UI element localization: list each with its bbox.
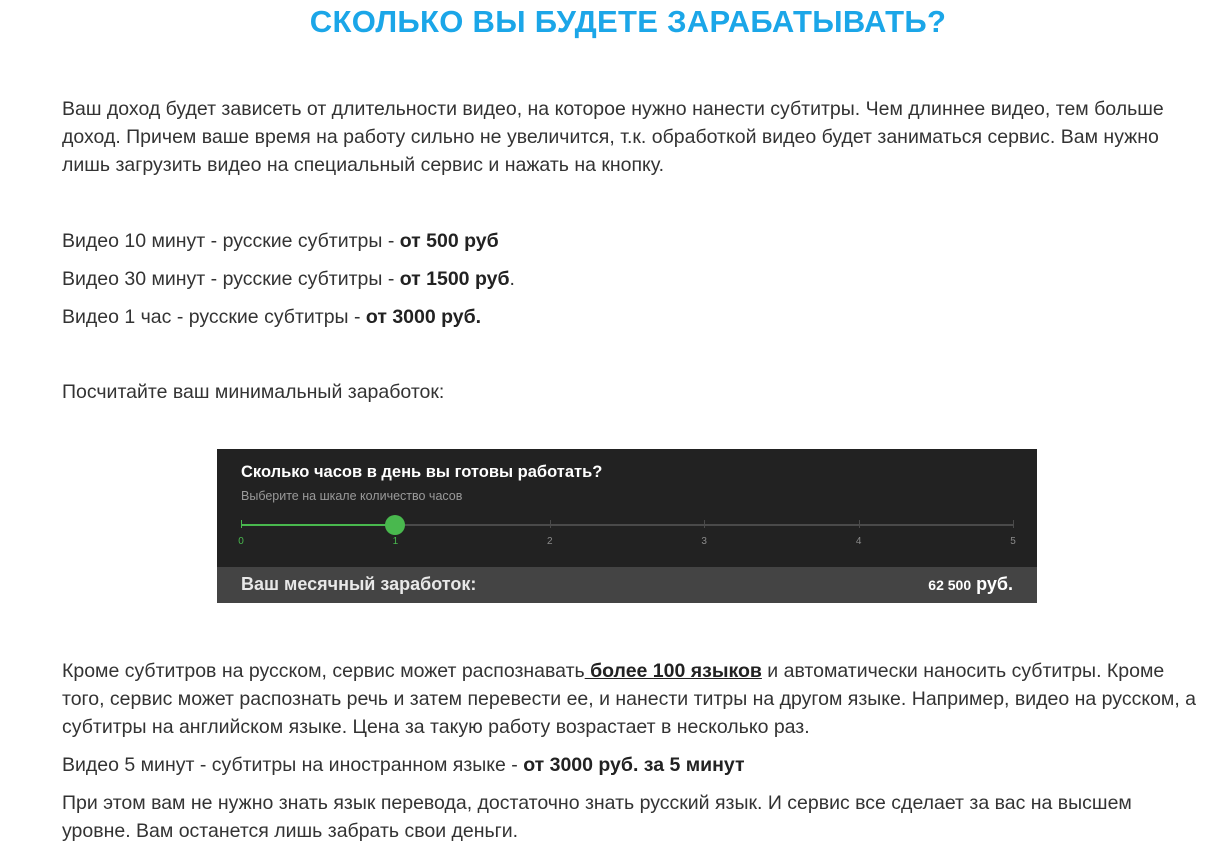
slider-tick bbox=[550, 520, 551, 528]
price-value: от 500 руб bbox=[399, 230, 499, 252]
slider-tick-label: 5 bbox=[1010, 536, 1016, 547]
page-title: СКОЛЬКО ВЫ БУДЕТЕ ЗАРАБАТЫВАТЬ? bbox=[309, 4, 947, 39]
calculator-hint: Выберите на шкале количество часов bbox=[241, 489, 463, 503]
closing-paragraph: При этом вам не нужно знать язык перевода, достаточно знать русский язык. И сервис все сделает за вас на высшем уровне. Вам останется лишь забрать свои деньги. bbox=[62, 792, 1132, 842]
price-text: Видео 1 час - русские субтитры - bbox=[62, 306, 366, 328]
earnings-calculator bbox=[217, 449, 1037, 603]
intro-paragraph: Ваш доход будет зависеть от длительности видео, на которое нужно нанести субтитры. Чем длиннее видео, тем больше доход. Причем ваше время на работу сильно не увеличится, т.к. обработкой видео будет заниматься сервис. Вам нужно лишь загрузить видео на специальный сервис и нажать на кнопку. bbox=[62, 98, 1164, 176]
languages-paragraph: Кроме субтитров на русском, сервис может распознавать более 100 языков и автоматически наносить субтитры. Кроме того, сервис может распознать речь и затем перевести ее, и нанести титры на другом языке. Например, видео на русском, а субтитры на английском языке. Цена за такую работу возрастает в несколько раз. bbox=[62, 660, 1196, 738]
calculator-question: Сколько часов в день вы готовы работать? bbox=[241, 463, 603, 481]
result-value bbox=[928, 574, 1013, 595]
slider-tick-label: 2 bbox=[547, 536, 553, 547]
slider-tick-label: 0 bbox=[238, 536, 244, 547]
price-text: Видео 10 минут - русские субтитры - bbox=[62, 230, 400, 252]
result-label: Ваш месячный заработок: bbox=[241, 574, 477, 594]
slider-tick bbox=[1013, 520, 1014, 528]
foreign-price-line bbox=[62, 751, 1202, 779]
result-currency: руб. bbox=[971, 574, 1013, 594]
slider-thumb[interactable] bbox=[385, 515, 405, 535]
price-value: от 3000 руб. bbox=[365, 306, 482, 328]
price-line-1hour bbox=[62, 303, 1202, 331]
price-text: Видео 5 минут - субтитры на иностранном языке - bbox=[62, 754, 524, 776]
price-line-30min: Видео 30 минут - русские субтитры - от 1500 руб. bbox=[62, 268, 515, 290]
hours-slider[interactable] bbox=[238, 524, 1016, 547]
languages-link[interactable]: более 100 языков bbox=[584, 660, 762, 682]
price-text: Видео 30 минут - русские субтитры - bbox=[62, 268, 400, 290]
slider-tick-label: 1 bbox=[392, 536, 399, 547]
result-amount: 62 500 bbox=[928, 577, 972, 593]
slider-tick bbox=[241, 520, 242, 528]
price-value: от 3000 руб. за 5 минут bbox=[523, 754, 745, 776]
slider-tick bbox=[704, 520, 705, 528]
result-bar bbox=[217, 567, 1037, 603]
price-value: от 1500 руб bbox=[399, 268, 510, 290]
calculator-intro: Посчитайте ваш минимальный заработок: bbox=[62, 381, 445, 403]
slider-fill bbox=[241, 524, 395, 526]
slider-tick-label: 4 bbox=[855, 536, 862, 547]
slider-tick-label: 3 bbox=[701, 536, 707, 547]
price-line-10min bbox=[62, 227, 1202, 255]
slider-tick bbox=[859, 520, 860, 528]
